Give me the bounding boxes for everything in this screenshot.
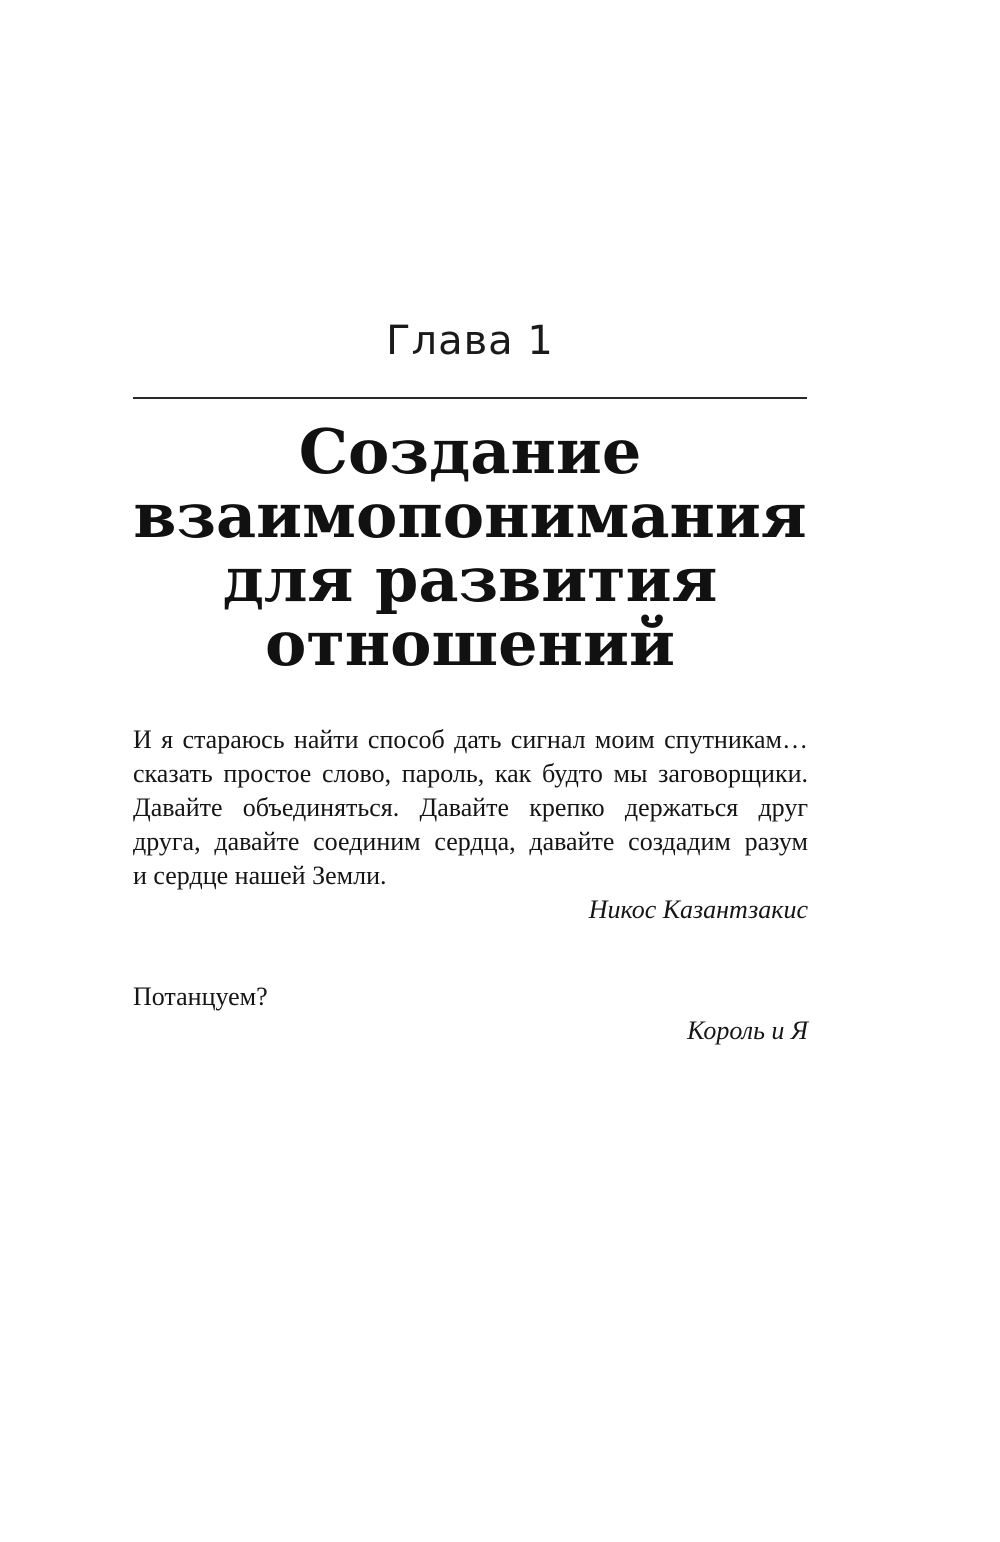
epigraph-author: Король и Я [687, 1016, 808, 1045]
chapter-title-line: взаимопонимания [133, 479, 807, 552]
chapter-title-line: для развития [222, 543, 718, 616]
epigraph-line: друга, давайте соединим сердца, давайте создадим разум [133, 827, 808, 856]
epigraph-line: И я стараюсь найти способ дать сигнал моим спутникам… [133, 725, 808, 754]
epigraph-line: сказать простое слово, пароль, как будто мы заговорщики. [133, 759, 808, 788]
epigraph-text [133, 980, 808, 1014]
epigraph [133, 723, 808, 927]
epigraph-line: Потанцуем? [133, 982, 268, 1011]
epigraph-line: и сердце нашей Земли. [133, 861, 387, 890]
epigraph [133, 980, 808, 1048]
chapter-title-line: отношений [265, 607, 675, 680]
chapter-label: Глава 1 [386, 318, 554, 364]
chapter-title [100, 415, 840, 680]
epigraph-line: Давайте объединяться. Давайте крепко держаться друг [133, 793, 808, 822]
epigraph-author: Никос Казантзакис [588, 895, 808, 924]
epigraph-text [133, 723, 808, 893]
chapter-title-line: Создание [298, 415, 642, 488]
chapter-divider [133, 397, 807, 399]
